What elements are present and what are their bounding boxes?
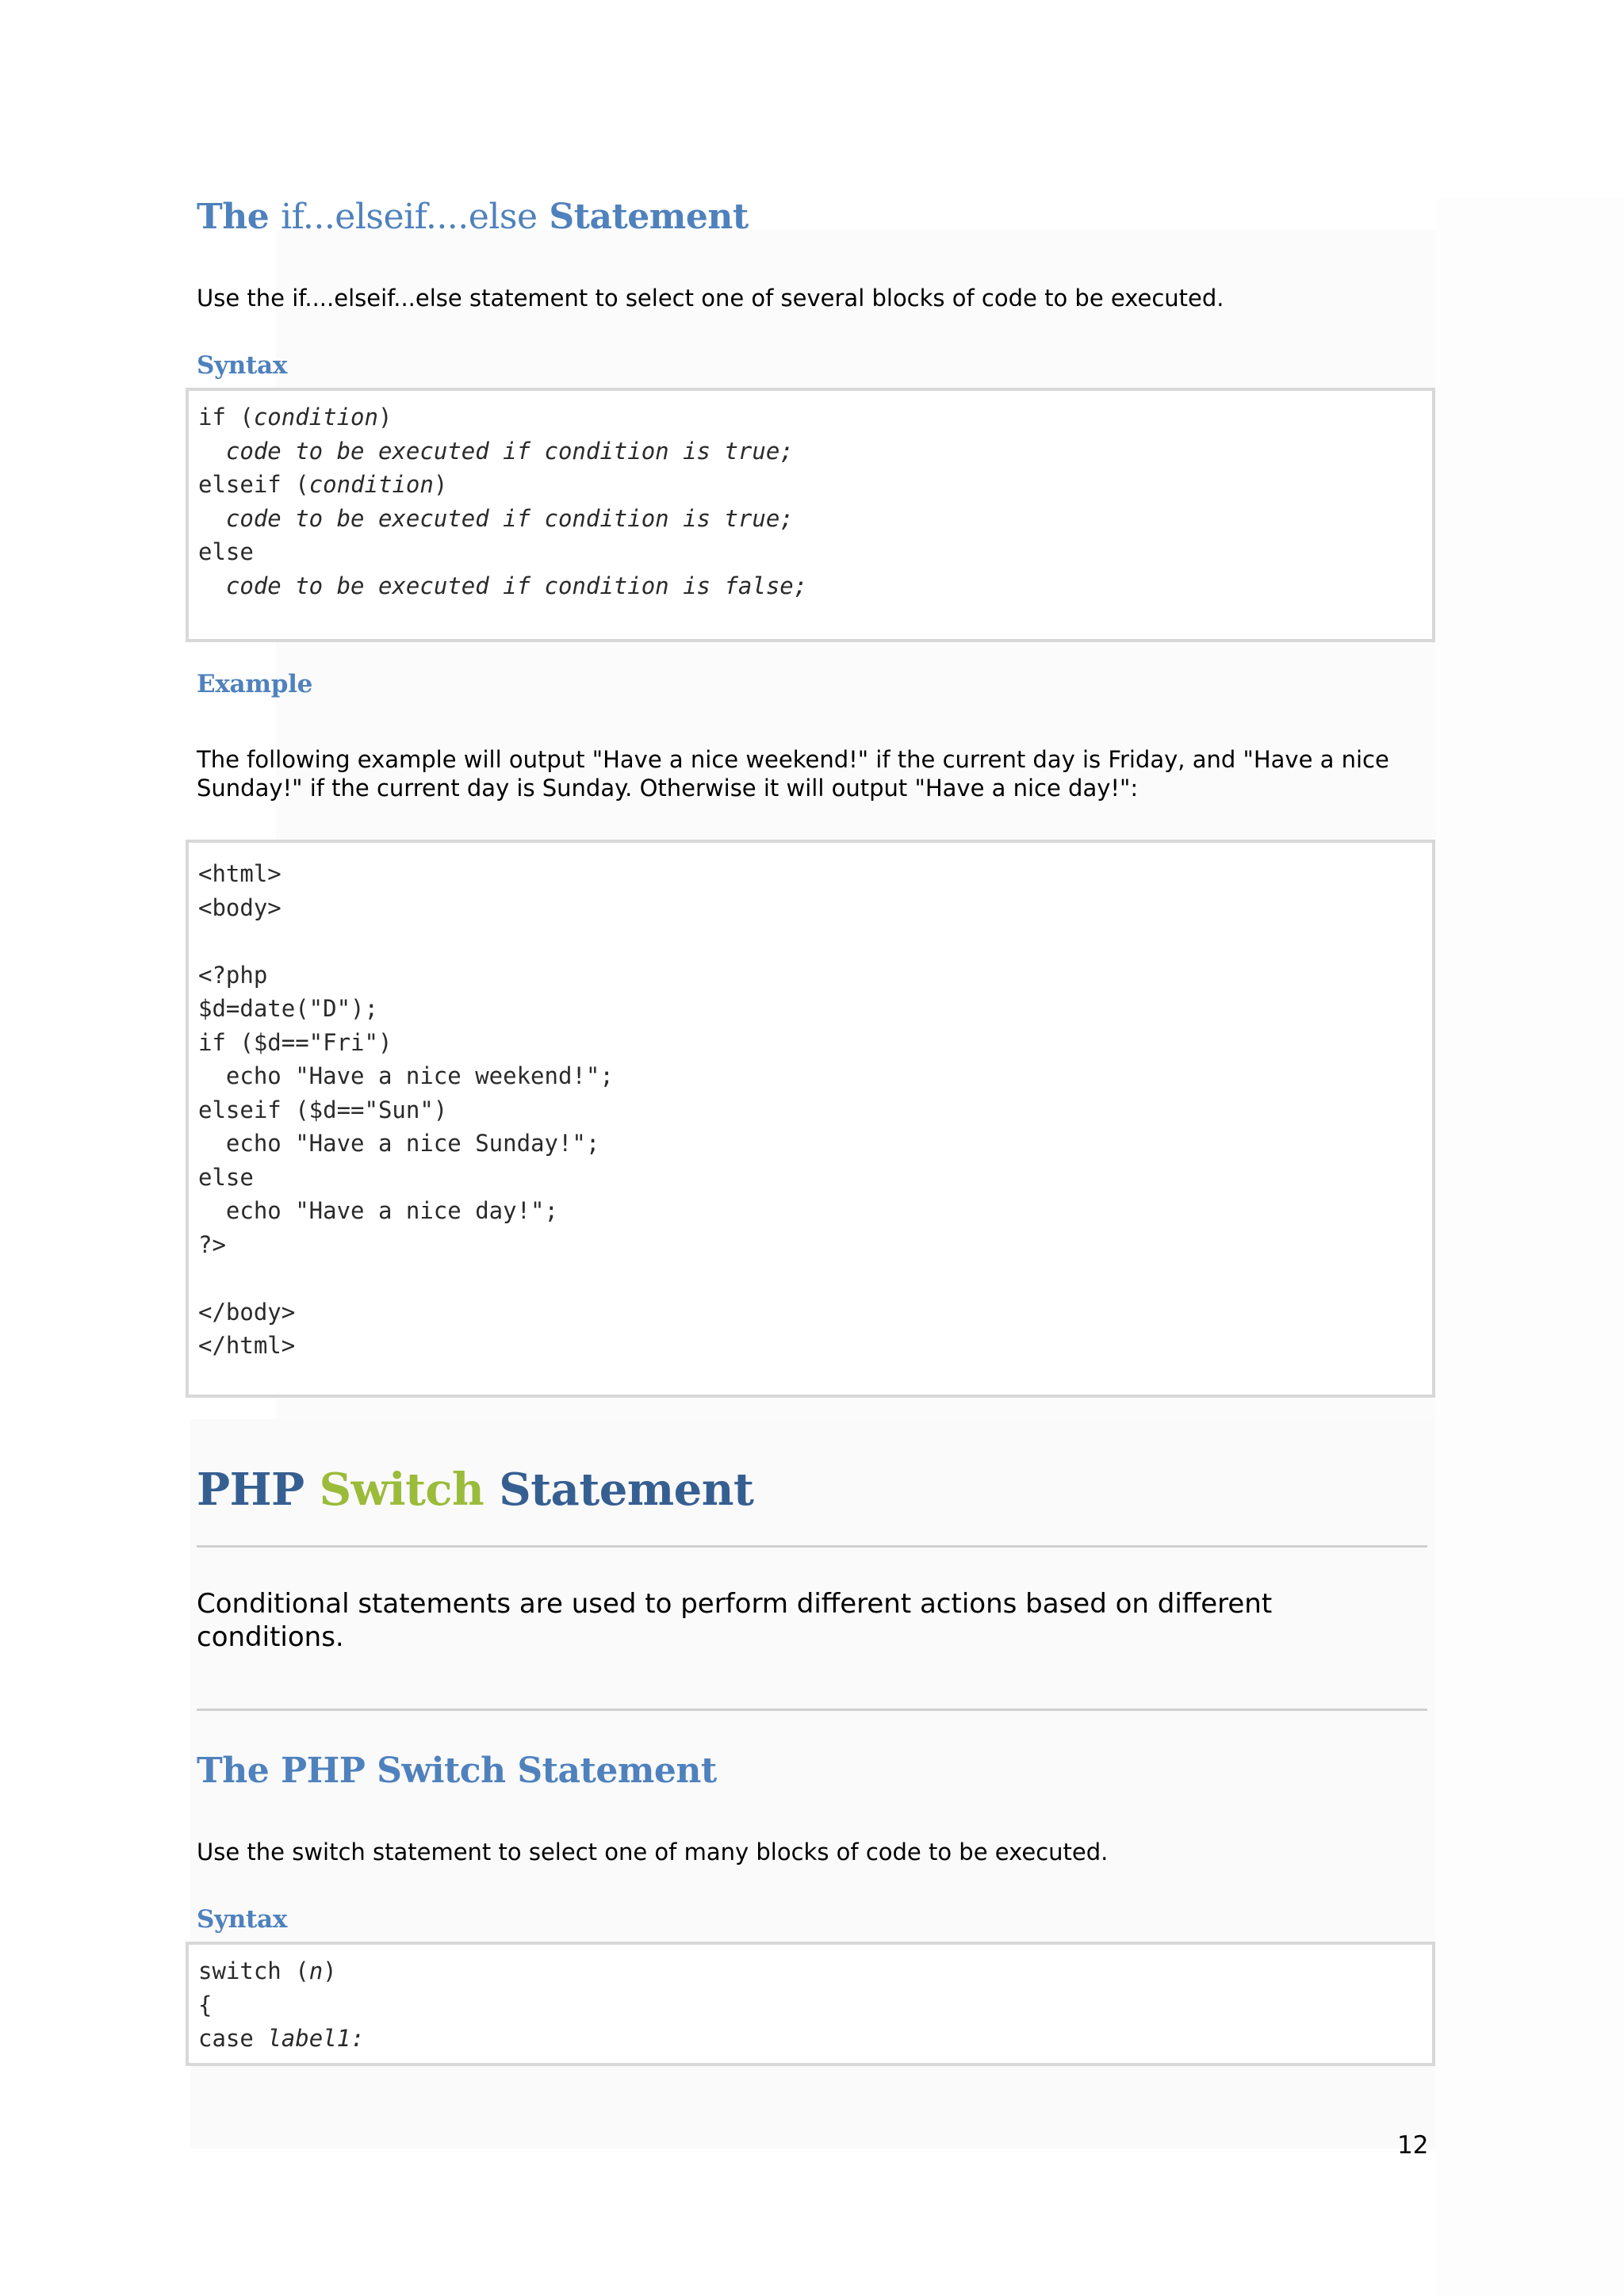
- syntax-code-box: [186, 388, 1435, 642]
- title-word: Statement: [499, 1464, 754, 1516]
- code-text: case: [198, 2025, 268, 2052]
- title-word: PHP: [197, 1464, 304, 1516]
- title-highlight: Switch: [319, 1464, 485, 1516]
- page-number: 12: [1397, 2131, 1429, 2160]
- syntax-label: Syntax: [197, 1905, 288, 1934]
- switch-syntax-code-box: [186, 1942, 1435, 2066]
- code-line: [198, 400, 807, 434]
- example-description-line: Sunday!" if the current day is Sunday. Otherwise it will output "Have a nice day!":: [197, 775, 1139, 802]
- example-description-line: The following example will output "Have a nice weekend!" if the current day is Friday, and "Have a nice: [197, 746, 1389, 773]
- code-placeholder: code to be executed if condition is true;: [225, 504, 794, 532]
- divider: [197, 1709, 1427, 1711]
- code-line: [198, 468, 807, 502]
- code-line: [198, 535, 807, 569]
- syntax-label: Syntax: [197, 351, 288, 380]
- example-code: <html> <body> <?php $d=date("D"); if ($d=="Fri") echo "Have a nice weekend!"; elseif ($d=="Sun") echo "Have a nice Sunday!"; else echo "Have a nice day!"; ?> </body> </html>: [198, 860, 614, 1359]
- divider: [197, 1545, 1427, 1548]
- background-shade: [1435, 198, 1624, 2296]
- code-text: if (: [198, 404, 254, 430]
- syntax-code: [198, 400, 807, 603]
- code-line: [198, 502, 807, 536]
- code-text: ): [433, 471, 448, 498]
- code-text: {: [198, 1991, 213, 2019]
- code-text: switch (: [198, 1957, 309, 1984]
- page-title-php-switch: [197, 1464, 753, 1516]
- code-placeholder: condition: [308, 471, 434, 498]
- heading-word: Statement: [549, 197, 749, 237]
- switch-intro-line: conditions.: [197, 1621, 344, 1653]
- code-placeholder: label1:: [267, 2025, 365, 2052]
- switch-description: Use the switch statement to select one of many blocks of code to be executed.: [197, 1839, 1109, 1866]
- code-text: elseif (: [198, 471, 309, 498]
- heading-word: The: [197, 197, 270, 237]
- code-line: [198, 2022, 365, 2056]
- code-line: [198, 434, 807, 469]
- code-text: ): [323, 1957, 337, 1984]
- intro-paragraph: Use the if....elseif...else statement to select one of several blocks of code to be executed.: [197, 285, 1224, 312]
- example-code-box: [186, 840, 1435, 1398]
- switch-intro-line: Conditional statements are used to perform different actions based on different: [197, 1588, 1273, 1620]
- code-line: [198, 1954, 365, 1988]
- switch-syntax-code: [198, 1954, 365, 2056]
- heading-keyword: if...elseif....else: [281, 197, 538, 237]
- code-text: else: [198, 538, 254, 565]
- section-heading-php-switch: The PHP Switch Statement: [197, 1751, 717, 1791]
- code-placeholder: n: [308, 1957, 324, 1984]
- code-placeholder: code to be executed if condition is false;: [225, 572, 808, 599]
- section-heading-if-elseif-else: [197, 197, 749, 237]
- code-line: [198, 1988, 365, 2022]
- code-placeholder: condition: [253, 404, 378, 430]
- code-placeholder: code to be executed if condition is true;: [225, 437, 794, 465]
- code-text: ): [377, 404, 393, 430]
- example-label: Example: [197, 670, 313, 698]
- code-line: [198, 569, 807, 603]
